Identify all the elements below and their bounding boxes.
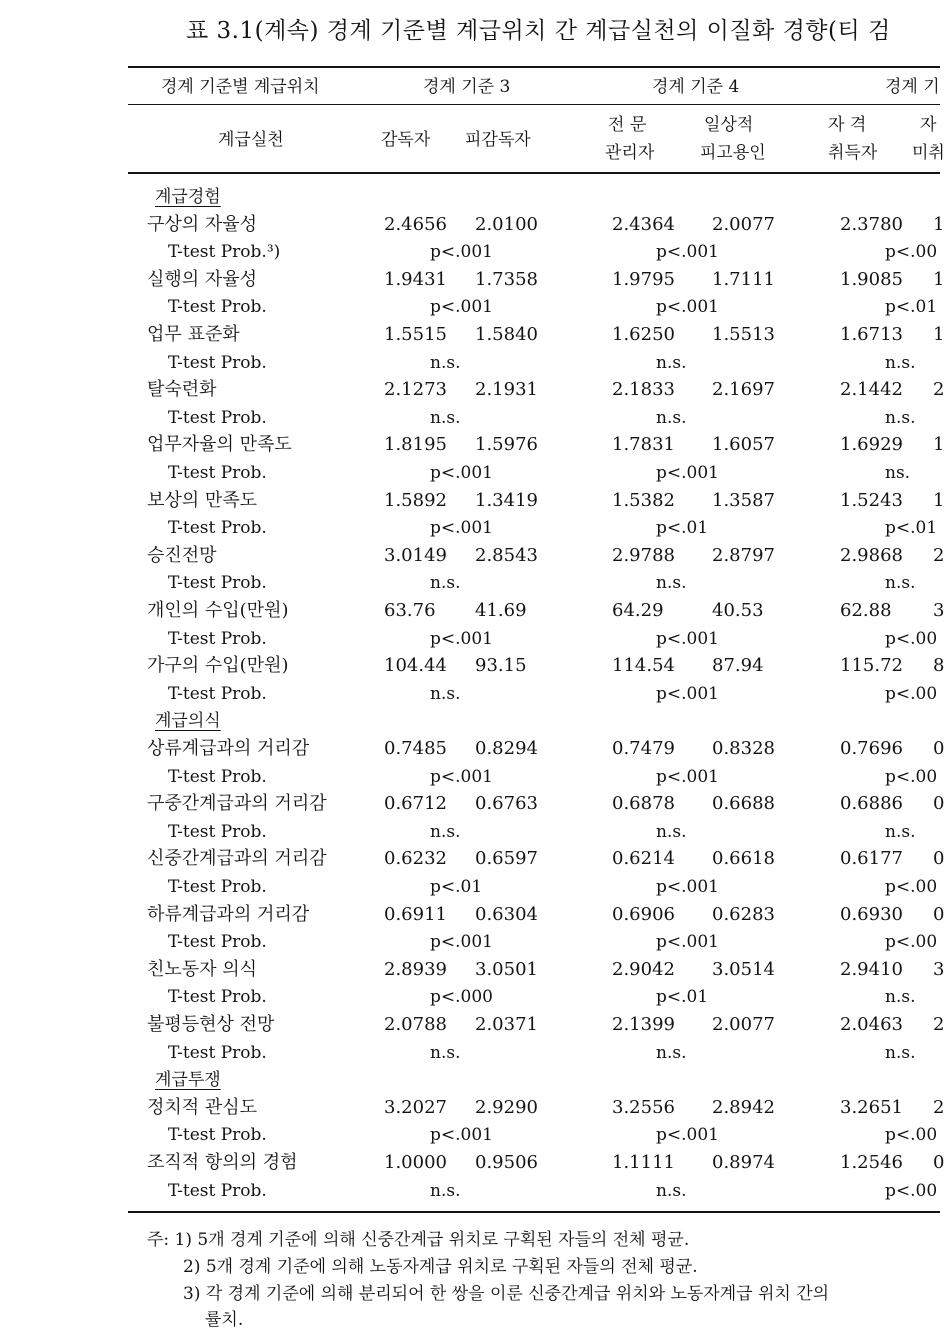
header-bottom-rule [128,172,940,174]
pvalue-cell: p<.001 [430,297,493,318]
header-group-3: 경계 기준 3 [423,77,511,97]
ttest-label: T-test Prob. [168,1042,267,1063]
value-cell: 2.1442 [840,379,903,401]
value-cell: 64.29 [612,600,664,621]
pvalue-cell: p<.001 [656,877,719,897]
header-supervised: 피감독자 [465,130,531,150]
value-cell: 1.5513 [712,324,775,345]
value-cell: 2.0077 [712,1014,775,1035]
value-cell: 3.0149 [384,544,447,566]
value-cell: 1.6250 [612,324,675,345]
ttest-label: T-test Prob. [168,932,267,953]
value-cell: 1.7111 [712,268,775,290]
ttest-label: T-test Prob. [168,297,267,318]
table-row [0,1011,945,1039]
pvalue-cell: n.s. [430,683,461,704]
pvalue-cell: p<.000 [430,987,493,1008]
value-cell: 0 [933,793,945,815]
value-cell: 1.5515 [384,324,447,345]
value-cell: 1.5976 [475,434,538,456]
pvalue-cell: p<.00 [885,877,938,897]
header-uncredentialed-line2: 미취 [912,143,945,163]
ttest-label: T-test Prob. [168,683,267,704]
value-cell: 63.76 [384,600,436,621]
value-cell: 1.5840 [475,324,538,345]
table-row [0,790,945,818]
row-label: 업무 표준화 [147,324,240,345]
value-cell: 0.6618 [712,848,775,870]
ttest-label: T-test Prob.³) [168,242,281,263]
value-cell: 41.69 [475,600,527,621]
ttest-label: T-test Prob. [168,573,267,594]
value-cell: 1 [933,213,945,235]
table-row [0,901,945,929]
pvalue-cell: n.s. [430,407,461,428]
value-cell: 0.6911 [384,903,447,925]
footnote-3-continued: 률치. [205,1310,244,1330]
row-label: 개인의 수입(만원) [147,600,289,621]
pvalue-cell: ns. [885,463,911,483]
value-cell: 0.6214 [612,848,675,870]
ttest-row [0,873,940,901]
value-cell: 2 [933,544,945,566]
pvalue-cell: p<.001 [656,1125,719,1146]
value-cell: 2.4364 [612,213,675,235]
value-cell: 0.6304 [475,903,538,925]
value-cell: 2.0371 [475,1014,538,1035]
value-cell: 2.9042 [612,958,675,980]
section-heading-row [0,707,940,735]
table-row [0,431,945,459]
value-cell: 3 [933,958,945,980]
header-column-label: 계급실천 [218,130,284,150]
pvalue-cell: p<.001 [430,242,493,263]
pvalue-cell: p<.001 [430,1125,493,1146]
pvalue-cell: n.s. [885,987,916,1008]
header-routine-line1: 일상적 [704,115,754,135]
value-cell: 87.94 [712,655,764,677]
ttest-label: T-test Prob. [168,1125,267,1146]
ttest-label: T-test Prob. [168,987,267,1008]
value-cell: 0.6906 [612,903,675,925]
value-cell: 2.4656 [384,213,447,235]
value-cell: 0.6232 [384,848,447,870]
pvalue-cell: n.s. [430,1042,461,1063]
pvalue-cell: n.s. [656,573,687,594]
value-cell: 0.8974 [712,1152,775,1173]
header-rule [128,104,940,105]
value-cell: 2.9410 [840,958,903,980]
row-label: 친노동자 의식 [147,958,258,980]
pvalue-cell: n.s. [885,1042,916,1063]
section-heading-row [0,1066,940,1094]
ttest-row [0,1121,940,1149]
value-cell: 3 [933,600,945,621]
table-row [0,211,945,239]
value-cell: 2.1273 [384,379,447,401]
value-cell: 2 [933,379,945,401]
table-row [0,597,945,625]
value-cell: 1.7358 [475,268,538,290]
ttest-row [0,928,940,956]
value-cell: 1.7831 [612,434,675,456]
table-row [0,376,945,404]
value-cell: 1 [933,324,945,345]
header-group-4: 경계 기준 4 [652,77,740,97]
header-professional-line2: 관리자 [605,143,655,163]
ttest-row [0,293,940,321]
value-cell: 62.88 [840,600,892,621]
value-cell: 1.5382 [612,489,675,511]
bottom-rule [128,1211,940,1213]
header-supervisor: 감독자 [381,130,431,150]
ttest-row [0,459,940,487]
value-cell: 3.2651 [840,1096,903,1118]
pvalue-cell: n.s. [885,821,916,842]
pvalue-cell: n.s. [430,821,461,842]
pvalue-cell: p<.00 [885,766,938,787]
pvalue-cell: p<.01 [656,987,709,1008]
value-cell: 2.1833 [612,379,675,401]
value-cell: 2.9290 [475,1096,538,1118]
pvalue-cell: n.s. [430,352,461,373]
pvalue-cell: p<.001 [656,932,719,953]
footnote-1: 주: 1) 5개 경계 기준에 의해 신중간계급 위치로 구획된 자들의 전체 평균. [147,1230,690,1250]
value-cell: 2.1931 [475,379,538,401]
top-rule [128,66,940,68]
value-cell: 0.6878 [612,793,675,815]
ttest-row [0,625,940,653]
ttest-label: T-test Prob. [168,518,267,539]
row-label: 구상의 자율성 [147,213,258,235]
pvalue-cell: p<.001 [430,766,493,787]
value-cell: 1 [933,268,945,290]
pvalue-cell: p<.00 [885,1125,938,1146]
ttest-row [0,514,940,542]
value-cell: 0.6886 [840,793,903,815]
pvalue-cell: p<.01 [885,297,938,318]
value-cell: 1.3587 [712,489,775,511]
footnote-3: 3) 각 경계 기준에 의해 분리되어 한 쌍을 이룬 신중간계급 위치와 노동자계급 위치 간의 [183,1284,830,1304]
ttest-label: T-test Prob. [168,463,267,483]
value-cell: 104.44 [384,655,447,677]
pvalue-cell: p<.01 [430,877,483,897]
section-heading-row [0,183,940,211]
value-cell: 0.8294 [475,738,538,759]
value-cell: 1.2546 [840,1152,903,1173]
table-row [0,845,945,873]
row-label: 상류계급과의 거리감 [147,738,310,759]
value-cell: 0.6712 [384,793,447,815]
value-cell: 0.7696 [840,738,903,759]
ttest-label: T-test Prob. [168,628,267,649]
row-label: 보상의 만족도 [147,489,258,511]
row-label: 업무자율의 만족도 [147,434,292,456]
value-cell: 3.2556 [612,1096,675,1118]
value-cell: 2.8942 [712,1096,775,1118]
row-label: 구중간계급과의 거리감 [147,793,327,815]
pvalue-cell: p<.00 [885,683,938,704]
ttest-row [0,1039,940,1067]
ttest-label: T-test Prob. [168,407,267,428]
table-row [0,735,945,763]
table-row [0,1149,945,1177]
pvalue-cell: p<.001 [430,932,493,953]
pvalue-cell: n.s. [430,573,461,594]
value-cell: 8 [933,655,945,677]
value-cell: 93.15 [475,655,527,677]
pvalue-cell: p<.00 [885,242,938,263]
value-cell: 2.3780 [840,213,903,235]
value-cell: 1.1111 [612,1152,675,1173]
pvalue-cell: n.s. [656,1180,687,1201]
pvalue-cell: n.s. [885,352,916,373]
value-cell: 0.8328 [712,738,775,759]
value-cell: 1 [933,489,945,511]
ttest-row [0,680,940,708]
value-cell: 1.9431 [384,268,447,290]
header-uncredentialed-line1: 자 [920,115,937,135]
row-label: 하류계급과의 거리감 [147,903,310,925]
pvalue-cell: p<.01 [885,518,938,539]
section-heading: 계급경험 [155,187,221,207]
value-cell: 0.7479 [612,738,675,759]
value-cell: 0 [933,738,945,759]
ttest-label: T-test Prob. [168,877,267,897]
value-cell: 1.0000 [384,1152,447,1173]
header-group-5: 경계 기 [885,77,940,97]
ttest-label: T-test Prob. [168,766,267,787]
footnote-2: 2) 5개 경계 기준에 의해 노동자계급 위치로 구획된 자들의 전체 평균. [183,1257,698,1277]
pvalue-cell: n.s. [656,407,687,428]
value-cell: 0 [933,848,945,870]
header-credentialed-line1: 자 격 [828,115,867,135]
value-cell: 2.0100 [475,213,538,235]
value-cell: 2.8797 [712,544,775,566]
row-label: 정치적 관심도 [147,1096,258,1118]
table-row [0,266,945,294]
ttest-row [0,1177,940,1205]
pvalue-cell: p<.001 [656,463,719,483]
ttest-row [0,763,940,791]
value-cell: 1.9795 [612,268,675,290]
value-cell: 0.6283 [712,903,775,925]
value-cell: 1.8195 [384,434,447,456]
section-heading: 계급의식 [155,711,221,732]
ttest-row [0,818,940,846]
header-routine-line2: 피고용인 [700,143,766,163]
pvalue-cell: p<.001 [430,628,493,649]
value-cell: 3.0501 [475,958,538,980]
value-cell: 2.0463 [840,1014,903,1035]
pvalue-cell: p<.001 [656,683,719,704]
pvalue-cell: p<.001 [656,242,719,263]
pvalue-cell: n.s. [430,1180,461,1201]
row-label: 승진전망 [147,544,217,566]
value-cell: 0.7485 [384,738,447,759]
value-cell: 2 [933,1014,945,1035]
value-cell: 2.9788 [612,544,675,566]
pvalue-cell: n.s. [656,821,687,842]
ttest-row [0,349,940,377]
ttest-row [0,983,940,1011]
section-heading: 계급투쟁 [155,1070,221,1091]
pvalue-cell: p<.001 [656,628,719,649]
value-cell: 1.6057 [712,434,775,456]
header-row-label: 경계 기준별 계급위치 [161,77,320,97]
table-title: 표 3.1(계속) 경계 기준별 계급위치 간 계급실천의 이질화 경향(티 검 [186,18,891,44]
value-cell: 2.8939 [384,958,447,980]
value-cell: 3.0514 [712,958,775,980]
value-cell: 1.9085 [840,268,903,290]
value-cell: 114.54 [612,655,675,677]
value-cell: 1.6929 [840,434,903,456]
value-cell: 2.1399 [612,1014,675,1035]
table-row [0,542,945,570]
value-cell: 2 [933,1096,945,1118]
row-label: 실행의 자율성 [147,268,258,290]
table-row [0,321,945,349]
ttest-label: T-test Prob. [168,1180,267,1201]
row-label: 불평등현상 전망 [147,1014,275,1035]
pvalue-cell: p<.00 [885,628,938,649]
pvalue-cell: p<.001 [430,463,493,483]
pvalue-cell: n.s. [656,352,687,373]
value-cell: 2.0077 [712,213,775,235]
value-cell: 0.6763 [475,793,538,815]
pvalue-cell: p<.001 [656,766,719,787]
table-row [0,652,945,680]
pvalue-cell: p<.001 [430,518,493,539]
value-cell: 1.5892 [384,489,447,511]
table-row [0,956,945,984]
value-cell: 2.0788 [384,1014,447,1035]
pvalue-cell: n.s. [885,573,916,594]
value-cell: 0.6177 [840,848,903,870]
value-cell: 1.5243 [840,489,903,511]
value-cell: 2.8543 [475,544,538,566]
value-cell: 0 [933,1152,945,1173]
pvalue-cell: n.s. [656,1042,687,1063]
table-row [0,487,945,515]
value-cell: 2.1697 [712,379,775,401]
value-cell: 115.72 [840,655,903,677]
pvalue-cell: p<.01 [656,518,709,539]
ttest-row [0,238,940,266]
row-label: 탈숙련화 [147,379,217,401]
value-cell: 40.53 [712,600,764,621]
value-cell: 1.6713 [840,324,903,345]
header-professional-line1: 전 문 [608,115,647,135]
ttest-label: T-test Prob. [168,821,267,842]
ttest-label: T-test Prob. [168,352,267,373]
value-cell: 0 [933,903,945,925]
row-label: 조직적 항의의 경험 [147,1152,298,1173]
pvalue-cell: n.s. [885,407,916,428]
table-row [0,1094,945,1122]
pvalue-cell: p<.00 [885,932,938,953]
value-cell: 0.6597 [475,848,538,870]
row-label: 신중간계급과의 거리감 [147,848,327,870]
value-cell: 0.6688 [712,793,775,815]
value-cell: 1 [933,434,945,456]
ttest-row [0,569,940,597]
row-label: 가구의 수입(만원) [147,655,289,677]
ttest-row [0,404,940,432]
value-cell: 0.9506 [475,1152,538,1173]
value-cell: 3.2027 [384,1096,447,1118]
value-cell: 2.9868 [840,544,903,566]
value-cell: 0.6930 [840,903,903,925]
pvalue-cell: p<.001 [656,297,719,318]
pvalue-cell: p<.00 [885,1180,938,1201]
value-cell: 1.3419 [475,489,538,511]
header-credentialed-line2: 취득자 [828,143,878,163]
